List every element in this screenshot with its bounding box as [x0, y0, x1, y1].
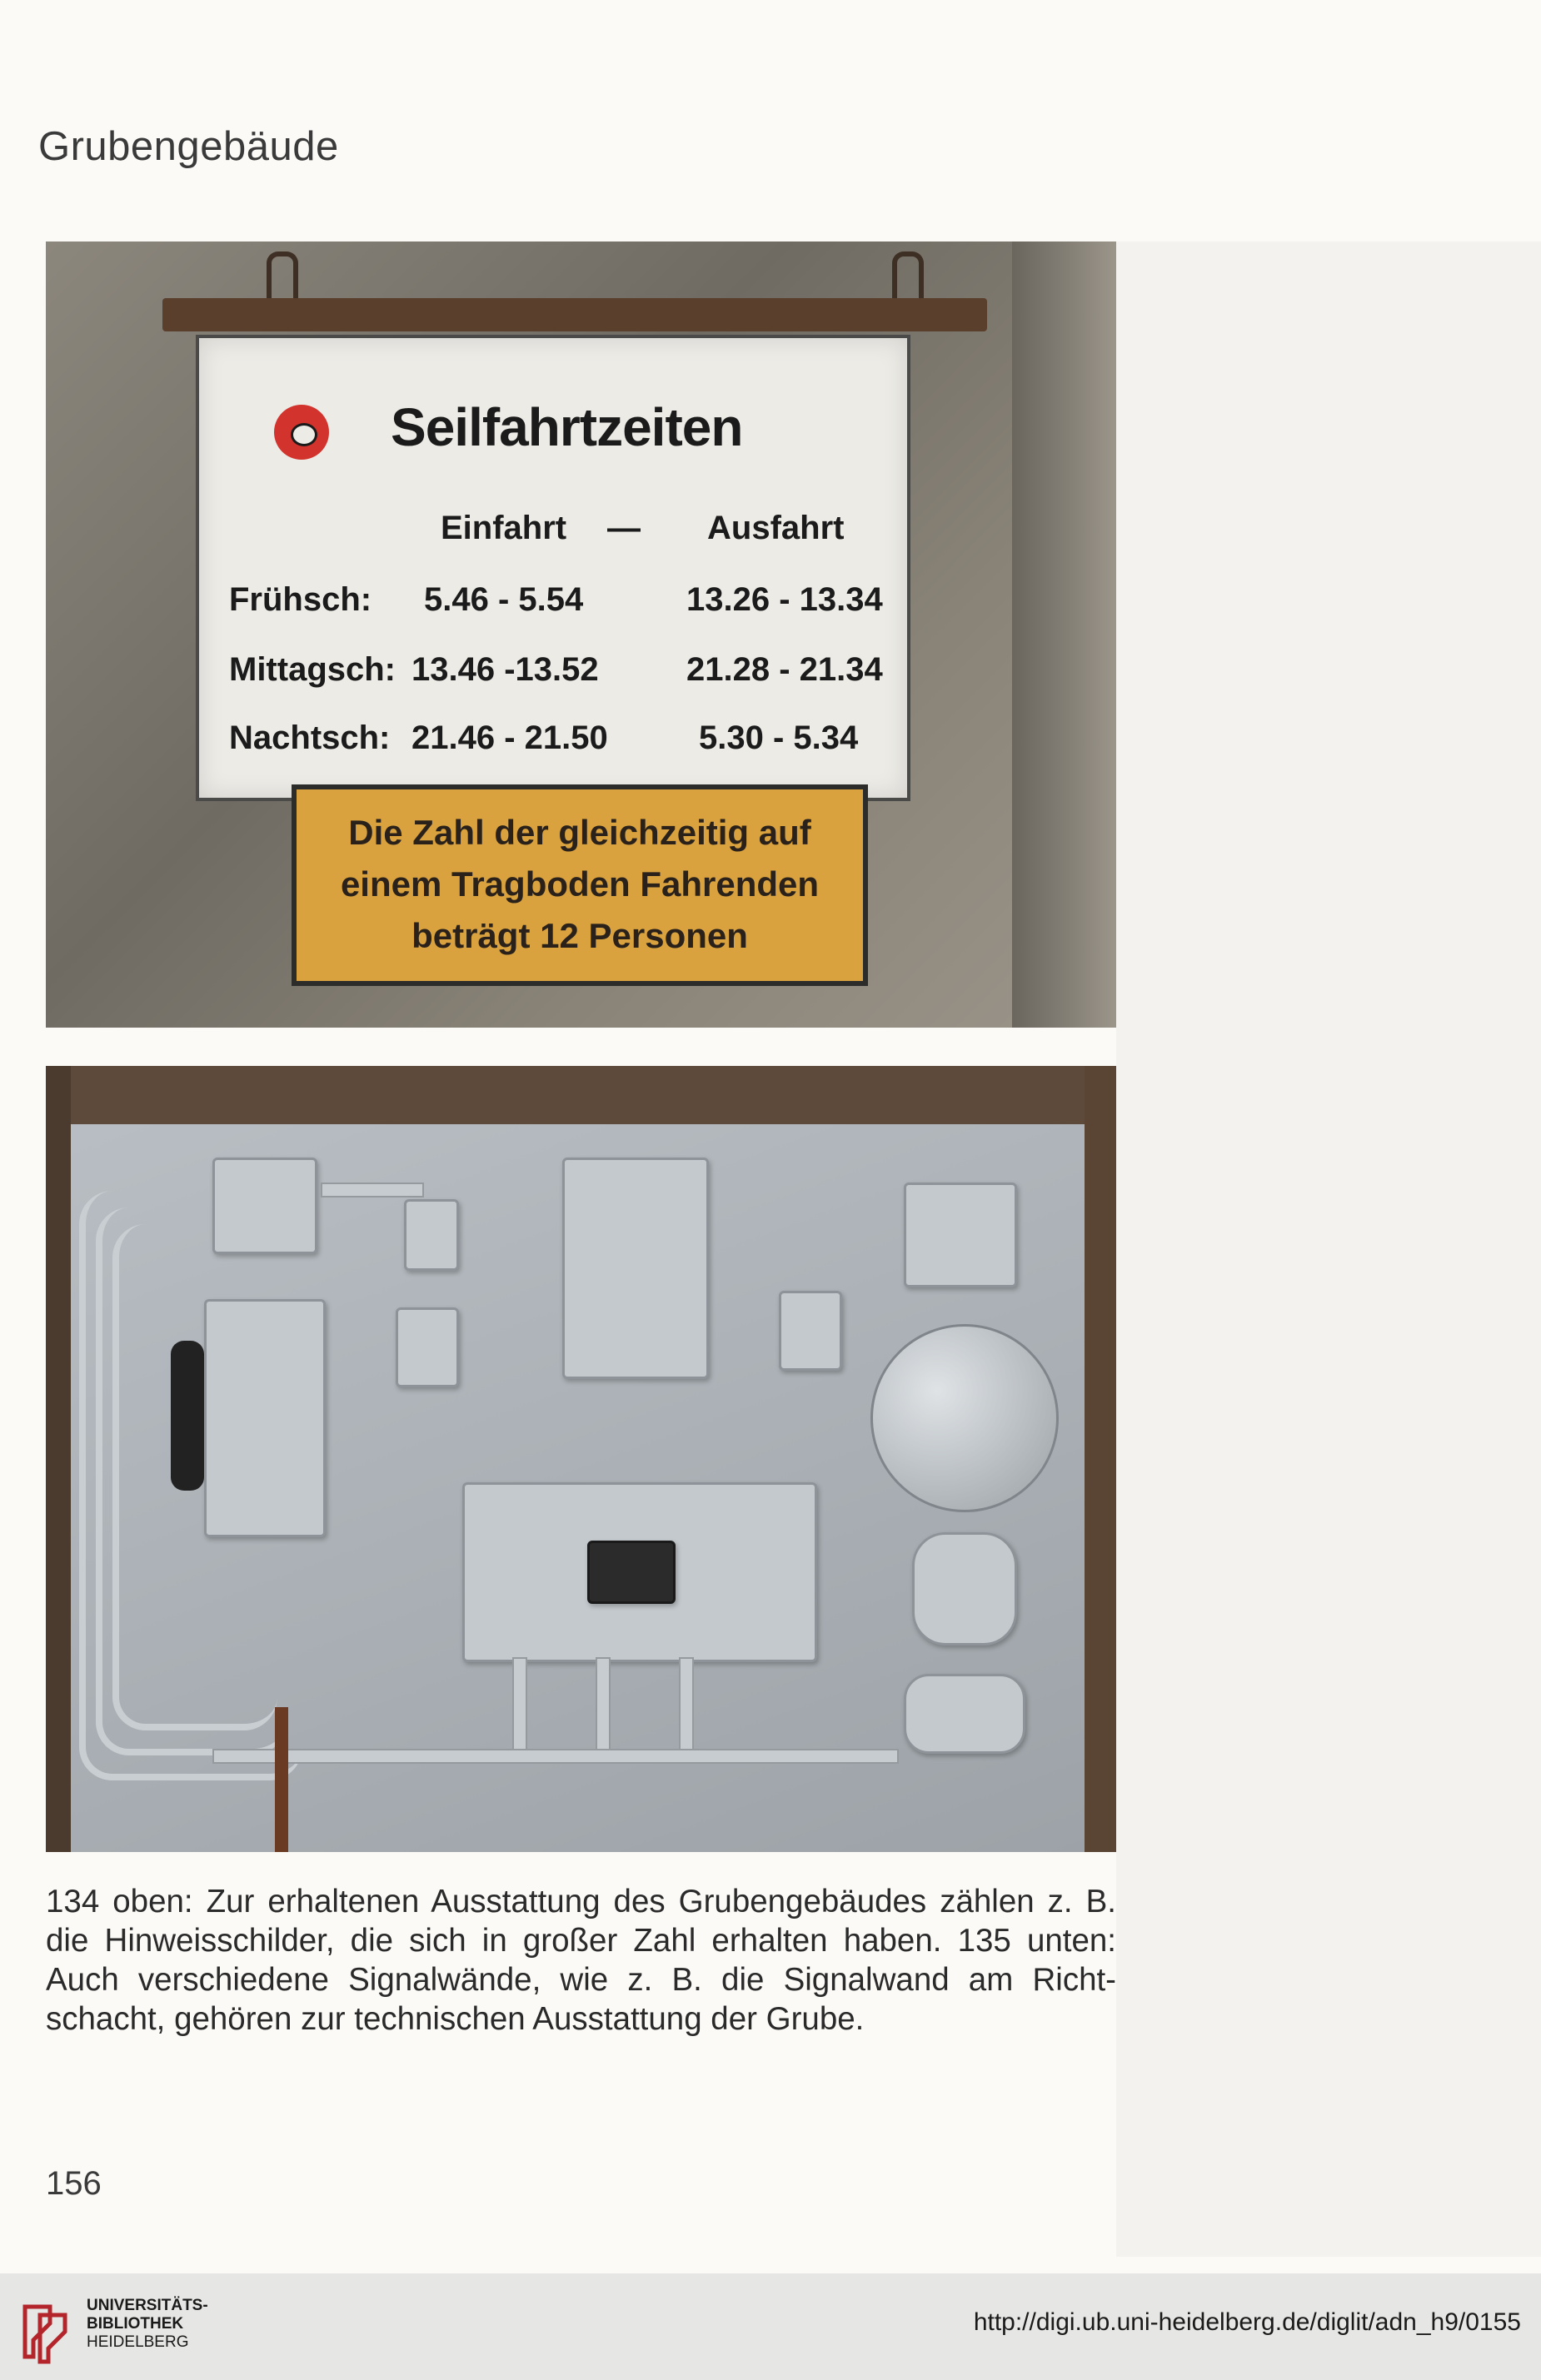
sign-line: Die Zahl der gleichzeitig auf [348, 813, 811, 852]
running-head: Grubengebäude [38, 124, 339, 169]
side-margin-tint [1116, 241, 1541, 2257]
row-label: Nachtsch: [229, 719, 391, 756]
row-in: 13.46 -13.52 [411, 651, 599, 688]
horn-speaker [904, 1674, 1025, 1754]
row-out: 13.26 - 13.34 [686, 581, 883, 618]
sign-line: beträgt 12 Personen [411, 916, 748, 955]
junction-box [212, 1158, 317, 1254]
conduit [679, 1657, 694, 1752]
library-name-line: HEIDELBERG [87, 2333, 189, 2351]
photo-signs [46, 241, 1116, 1028]
sign-passenger-limit [292, 784, 868, 986]
page-number: 156 [46, 2165, 102, 2202]
column-header-dash: — [607, 510, 641, 546]
wall-edge [1012, 241, 1116, 1028]
junction-box [904, 1183, 1017, 1287]
sign-title: Seilfahrtzeiten [391, 397, 743, 457]
switch-box [779, 1291, 842, 1371]
bell-icon [870, 1324, 1059, 1512]
caption-text: 134 oben: Zur erhaltenen Ausstattung des Grubengebäudes zählen z. B. die Hinweisschilder, die sich in großer Zahl erhalten haben. 135 unten: Auch verschiedene Signalwände, wie z. B. die Signalwand am Richt-schacht, gehören zur technischen Ausstattung der Grube. [46, 1884, 1116, 2037]
wooden-frame [1085, 1066, 1116, 1852]
row-out: 5.30 - 5.34 [699, 719, 859, 756]
row-in: 21.46 - 21.50 [411, 719, 608, 756]
row-out: 21.28 - 21.34 [686, 651, 883, 688]
logo-icon [274, 405, 329, 460]
conduit [512, 1657, 527, 1752]
library-name [87, 2297, 208, 2352]
library-name-line: UNIVERSITÄTS- [87, 2297, 208, 2314]
column-header-in: Einfahrt [441, 510, 567, 546]
footer-bar [0, 2273, 1541, 2380]
signal-indicator-box [562, 1158, 709, 1379]
telephone-handset-icon [171, 1341, 204, 1491]
column-header-out: Ausfahrt [707, 510, 845, 546]
conduit [212, 1749, 899, 1764]
switch-box [396, 1307, 459, 1387]
row-label: Frühsch: [229, 581, 372, 618]
horn-box [912, 1532, 1017, 1646]
photo-signal-wall [46, 1066, 1116, 1852]
row-label: Mittagsch: [229, 651, 396, 688]
label-plate [587, 1541, 676, 1604]
signal-button-box [404, 1199, 459, 1271]
wooden-rail [162, 298, 987, 331]
library-name-line: BIBLIOTHEK [87, 2315, 184, 2333]
telephone-box [204, 1299, 326, 1537]
wooden-frame [46, 1066, 1116, 1124]
pipe [275, 1707, 288, 1852]
wooden-frame [46, 1066, 71, 1852]
sign-shaft-times [196, 335, 910, 801]
library-logo-icon [17, 2290, 75, 2365]
figure-caption [46, 1882, 1116, 2039]
conduit [321, 1183, 424, 1197]
sign-line: einem Tragboden Fahrenden [340, 864, 820, 904]
conduit [596, 1657, 611, 1760]
row-in: 5.46 - 5.54 [424, 581, 584, 618]
source-url[interactable]: http://digi.ub.uni-heidelberg.de/diglit/adn_h9/0155 [973, 2308, 1521, 2336]
